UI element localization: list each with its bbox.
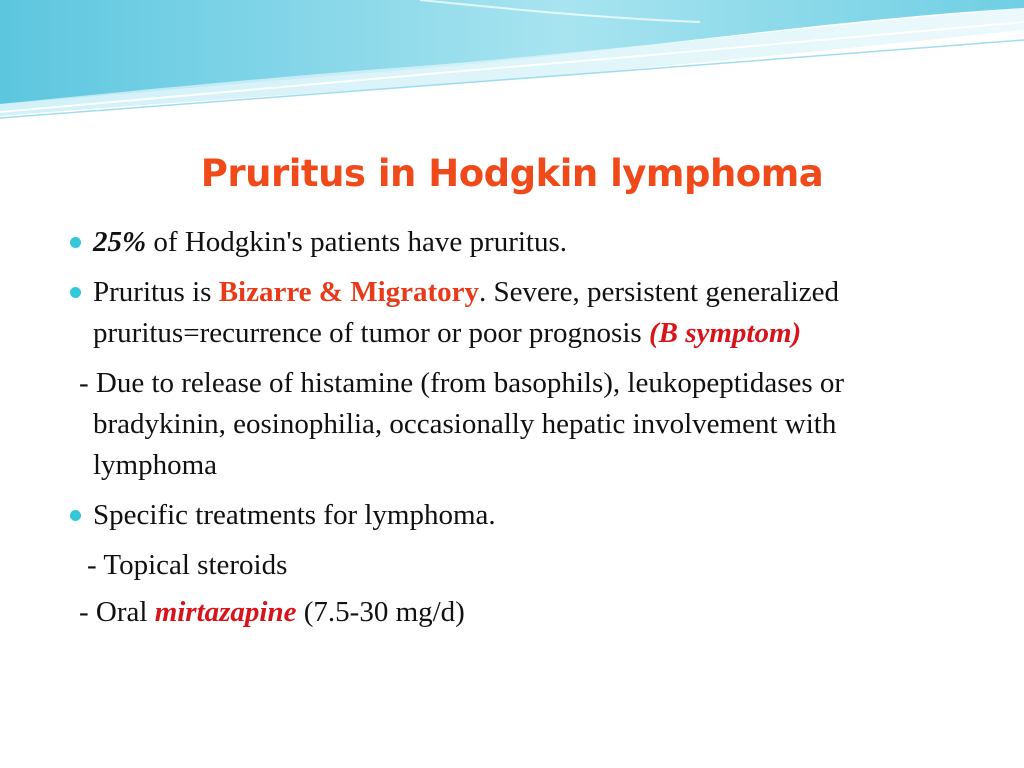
stat-percentage: 25% [93,226,147,258]
sub-point [64,592,964,633]
sub-point-text: - Due to release of histamine (from basophils), leukopeptidases or bradykinin, eosinophilia, occasionally hepatic involvement with lymphoma [79,367,845,481]
bullet-dot-icon [70,237,81,248]
emphasis-text: (B symptom) [648,317,802,349]
slide-body [64,222,964,633]
bullet-point [64,495,964,536]
slide-title: Pruritus in Hodgkin lymphoma [200,152,824,195]
bullet-dot-icon [70,510,81,521]
sub-point-text: - Topical steroids [87,549,288,581]
sub-point [64,363,964,486]
bullet-point [64,222,964,263]
drug-name: mirtazapine [154,596,297,628]
bullet-point [64,272,964,354]
bullet-prefix: Pruritus is [93,276,219,308]
header-wave-decoration [0,0,1024,130]
sub-point-prefix: - Oral [79,596,155,628]
bullet-text: of Hodgkin's patients have pruritus. [146,226,567,258]
sub-point [64,545,964,586]
highlight-text: Bizarre & Migratory [218,276,480,308]
dose-text: (7.5-30 mg/d) [296,596,465,628]
bullet-text: . Severe, persistent generalized pruritus=recurrence of tumor or poor prognosis [93,276,839,349]
bullet-text: Specific treatments for lymphoma. [93,499,496,531]
bullet-dot-icon [70,287,81,298]
